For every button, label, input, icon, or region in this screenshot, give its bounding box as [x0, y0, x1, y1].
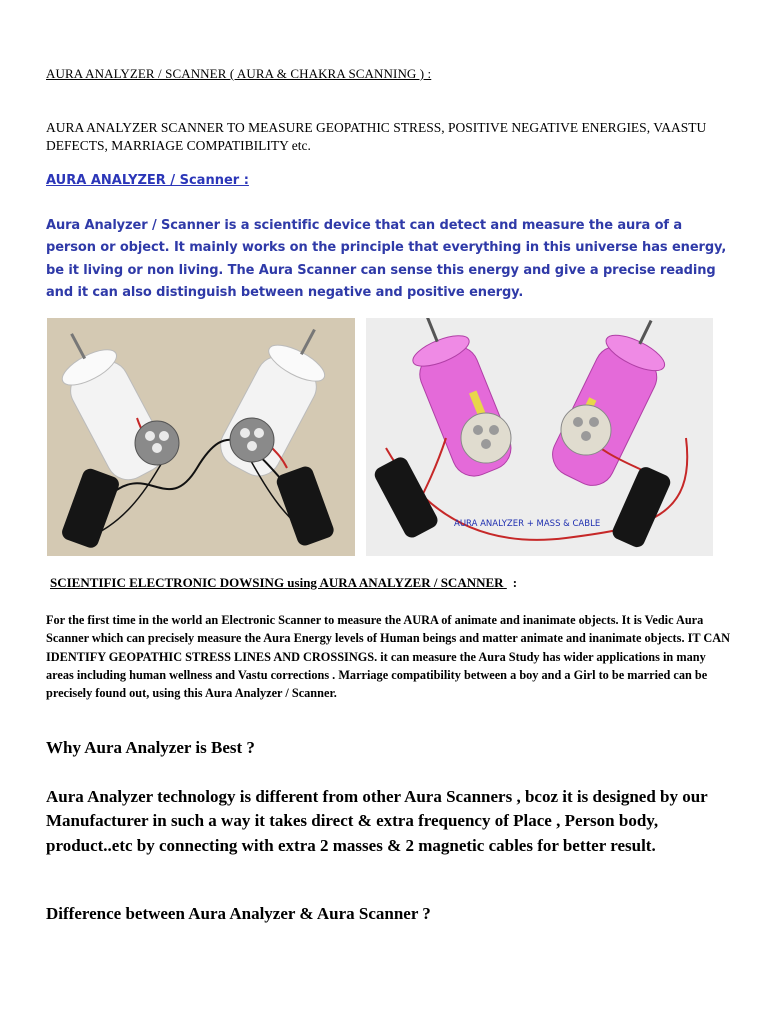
dowsing-title	[50, 575, 517, 591]
technology-paragraph: Aura Analyzer technology is different from other Aura Scanners , bcoz it is designed by our Manufacturer in such a way it takes direct & extra frequency of Place , Person body, product..etc by connecting with extra 2 masses & 2 magnetic cables for better result.	[46, 787, 708, 855]
intro-paragraph: Aura Analyzer / Scanner is a scientific device that can detect and measure the aura of a person or object. It mainly works on the principle that everything in this universe has energy, be it living or non living. The Aura Scanner can sense this energy and give a precise reading and it can also distinguish between negative and positive energy.	[46, 218, 727, 301]
difference-heading: Difference between Aura Analyzer & Aura Scanner ?	[46, 904, 431, 923]
photo-caption: AURA ANALYZER + MASS & CABLE	[454, 519, 601, 529]
dowsing-title-colon: :	[512, 575, 518, 590]
why-heading: Why Aura Analyzer is Best ?	[46, 738, 255, 757]
page-heading: AURA ANALYZER / SCANNER ( AURA & CHAKRA SCANNING ) :	[46, 66, 432, 81]
section-title: AURA ANALYZER / Scanner :	[46, 173, 249, 188]
page-subtitle: AURA ANALYZER SCANNER TO MEASURE GEOPATHIC STRESS, POSITIVE NEGATIVE ENERGIES, VAASTU DEFECTS, MARRIAGE COMPATIBILITY etc.	[46, 120, 707, 153]
photo-pink-scanners	[366, 318, 713, 556]
photo-white-scanners	[47, 318, 355, 556]
dowsing-paragraph: For the first time in the world an Electronic Scanner to measure the AURA of animate and inanimate objects. It is Vedic Aura Scanner which can precisely measure the Aura Energy levels of Human beings and matter animate and inanimate objects. IT CAN IDENTIFY GEOPATHIC STRESS LINES AND CROSSINGS. it can measure the Aura Study has wider applications in many areas including human wellness and Vastu corrections . Marriage compatibility between a boy and a Girl to be married can be precisely found out, using this Aura Analyzer / Scanner.	[46, 613, 731, 701]
dowsing-title-text: SCIENTIFIC ELECTRONIC DOWSING using AURA ANALYZER / SCANNER	[50, 575, 504, 590]
